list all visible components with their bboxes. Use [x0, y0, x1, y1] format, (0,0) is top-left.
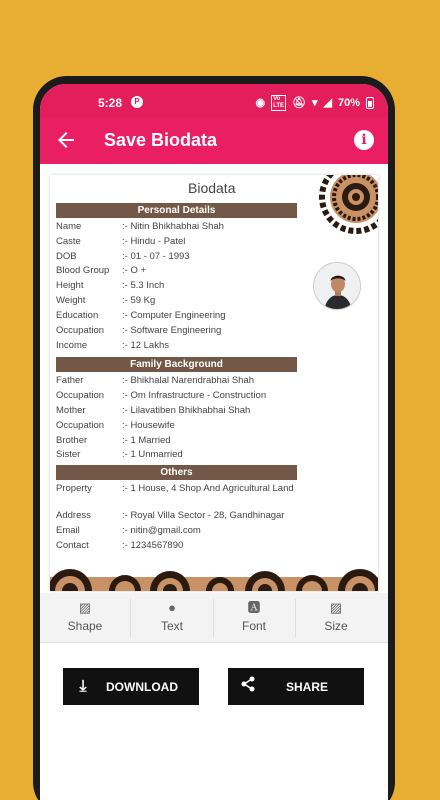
- font-icon: 🅰︎: [247, 600, 261, 615]
- biodata-card: [50, 175, 378, 591]
- biodata-title: Biodata: [188, 180, 236, 196]
- download-label: DOWNLOAD: [106, 679, 178, 694]
- signal-icon: ◢: [323, 97, 332, 109]
- volte-icon: Vo LTE: [273, 96, 284, 109]
- detail-value: :- O +: [122, 265, 147, 276]
- detail-label: Address: [56, 510, 91, 521]
- back-arrow-icon[interactable]: [54, 128, 78, 152]
- tab-size[interactable]: [295, 593, 377, 643]
- detail-label: Brother: [56, 435, 88, 446]
- tab-label: Size: [324, 619, 348, 633]
- tab-text[interactable]: [131, 593, 213, 643]
- detail-value: :- 1 House, 4 Shop And Agricultural Land: [122, 483, 294, 494]
- detail-label: Email: [56, 525, 80, 536]
- detail-value: :- 12 Lakhs: [122, 340, 169, 351]
- tab-shape[interactable]: [44, 593, 126, 643]
- share-icon: [228, 676, 268, 697]
- mandala-decoration-top: [298, 175, 378, 255]
- battery-icon: [366, 97, 374, 109]
- detail-label: Weight: [56, 295, 86, 306]
- section-family-background: Family Background: [56, 357, 297, 372]
- detail-value: :- Computer Engineering: [122, 310, 226, 321]
- mute-icon: 🔕︎: [292, 97, 306, 109]
- detail-label: Height: [56, 280, 84, 291]
- download-button[interactable]: [63, 668, 199, 705]
- detail-value: :- Nitin Bhikhabhai Shah: [122, 221, 224, 232]
- tab-label: Shape: [67, 619, 103, 633]
- detail-label: Income: [56, 340, 88, 351]
- hotspot-icon: ◉: [255, 97, 266, 109]
- detail-label: Occupation: [56, 325, 105, 336]
- detail-value: :- Housewife: [122, 420, 175, 431]
- detail-value: :- 1 Married: [122, 435, 171, 446]
- detail-value: :- Royal Villa Sector - 28, Gandhinagar: [122, 510, 285, 521]
- detail-label: Mother: [56, 405, 86, 416]
- detail-label: DOB: [56, 251, 77, 262]
- screen: [40, 84, 388, 800]
- battery-percent: 70%: [337, 97, 360, 109]
- app-bar: [40, 118, 388, 164]
- detail-value: :- Hindu - Patel: [122, 236, 186, 247]
- detail-value: :- Om Infrastructure - Construction: [122, 390, 267, 401]
- wifi-icon: ▾: [311, 97, 318, 109]
- detail-value: :- 1234567890: [122, 540, 184, 551]
- download-icon: ⤓: [79, 677, 87, 695]
- section-others: Others: [56, 465, 297, 480]
- profile-photo: [313, 262, 361, 310]
- editor-tabs: [40, 593, 388, 643]
- palette-icon: ●: [168, 600, 176, 615]
- detail-value: :- 5.3 Inch: [122, 280, 165, 291]
- detail-label: Sister: [56, 449, 81, 460]
- detail-label: Name: [56, 221, 82, 232]
- detail-label: Contact: [56, 540, 89, 551]
- share-button[interactable]: [228, 668, 364, 705]
- page-title: Save Biodata: [104, 130, 218, 150]
- detail-label: Father: [56, 375, 84, 386]
- tab-label: Font: [241, 619, 266, 633]
- detail-value: :- 59 Kg: [122, 295, 156, 306]
- mandala-decoration-bottom: [50, 545, 378, 591]
- detail-label: Education: [56, 310, 99, 321]
- detail-value: :- 01 - 07 - 1993: [122, 251, 190, 262]
- tab-label: Text: [160, 619, 183, 633]
- detail-value: :- nitin@gmail.com: [122, 525, 201, 536]
- image-icon: ▨: [78, 600, 92, 615]
- detail-label: Occupation: [56, 420, 105, 431]
- notification-icon: P: [131, 96, 143, 108]
- detail-value: :- Software Engineering: [122, 325, 222, 336]
- section-personal-details: Personal Details: [56, 203, 297, 218]
- detail-value: :- 1 Unmarried: [122, 449, 183, 460]
- status-time: 5:28: [98, 96, 123, 110]
- detail-label: Blood Group: [56, 265, 110, 276]
- info-icon[interactable]: i: [354, 130, 374, 150]
- detail-value: :- Lilavatiben Bhikhabhai Shah: [122, 405, 251, 416]
- status-bar: [40, 84, 388, 118]
- detail-label: Caste: [56, 236, 81, 247]
- share-label: SHARE: [285, 679, 328, 694]
- detail-value: :- Bhikhalal Narendrabhai Shah: [122, 375, 255, 386]
- detail-label: Occupation: [56, 390, 105, 401]
- image-icon: ▨: [329, 600, 343, 615]
- tab-font[interactable]: [213, 593, 295, 643]
- detail-label: Property: [56, 483, 92, 494]
